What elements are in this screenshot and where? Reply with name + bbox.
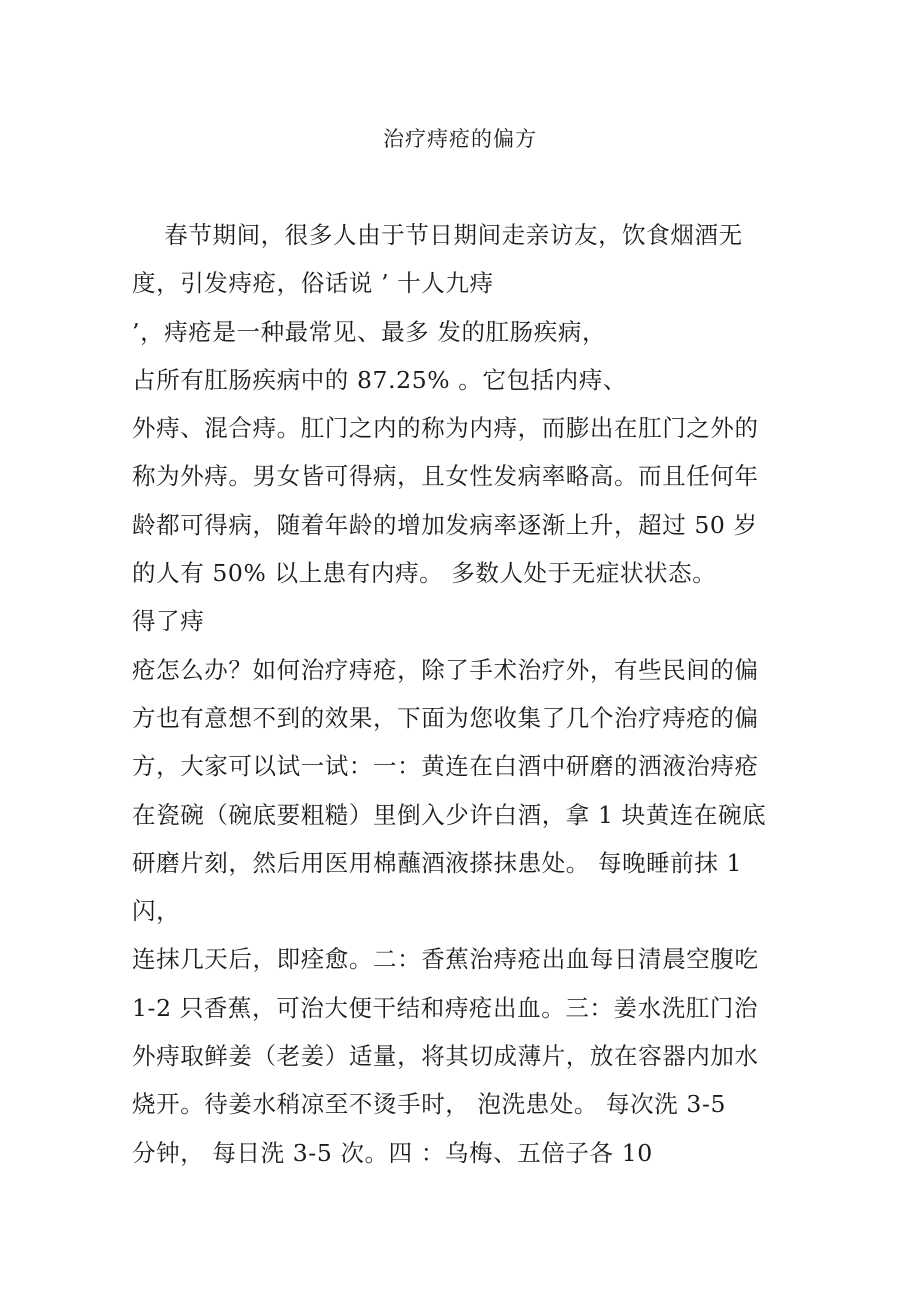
body-line: ’，痔疮是一种最常见、最多 发的肛肠疾病， bbox=[132, 317, 607, 346]
body-line: 的人有 50% 以上患有内痔。 多数人处于无症状状态。 bbox=[132, 559, 717, 588]
body-line: 疮怎么办？如何治疗痔疮，除了手术治疗外，有些民间的偏 bbox=[132, 655, 759, 684]
body-line: 度，引发痔疮，俗话说 ’ 十人九痔 bbox=[132, 269, 494, 298]
document-body bbox=[132, 217, 792, 1183]
body-line: 分钟， 每日洗 3-5 次。四 ：乌梅、五倍子各 10 bbox=[132, 1138, 653, 1167]
body-line: 方，大家可以试一试：一：黄连在白酒中研磨的洒液治痔疮 bbox=[132, 752, 759, 781]
body-line: 1-2 只香蕉，可治大便干结和痔疮出血。三：姜水洗肛门治 bbox=[132, 993, 759, 1022]
body-line: 称为外痔。男女皆可得病，且女性发病率略高。而且任何年 bbox=[132, 462, 759, 491]
body-line: 连抹几天后，即痊愈。二：香蕉治痔疮出血每日清晨空腹吃 bbox=[132, 945, 759, 974]
body-line: 方也有意想不到的效果，下面为您收集了几个治疗痔疮的偏 bbox=[132, 703, 759, 732]
body-line: 烧开。待姜水稍凉至不烫手时， 泡洗患处。 每次洗 3-5 bbox=[132, 1090, 727, 1119]
body-line: 龄都可得病，随着年龄的增加发病率逐渐上升，超过 50 岁 bbox=[132, 510, 758, 539]
body-line: 得了痔 bbox=[132, 607, 205, 636]
body-line: 外痔、混合痔。肛门之内的称为内痔，而膨出在肛门之外的 bbox=[132, 414, 759, 443]
body-line: 在瓷碗（碗底要粗糙）里倒入少许白酒，拿 1 块黄连在碗底 bbox=[132, 800, 767, 829]
body-line: 研磨片刻，然后用医用棉蘸酒液搽抹患处。 每晚睡前抹 1 bbox=[132, 848, 743, 877]
body-line: 春节期间，很多人由于节日期间走亲访友，饮食烟酒无 bbox=[132, 221, 743, 249]
body-line: 占所有肛肠疾病中的 87.25% 。它包括内痔、 bbox=[132, 365, 627, 394]
document-title: 治疗痔疮的偏方 bbox=[383, 127, 537, 151]
body-line: 外痔取鲜姜（老姜）适量，将其切成薄片，放在容器内加水 bbox=[132, 1042, 759, 1071]
body-line: 闪， bbox=[132, 897, 181, 926]
